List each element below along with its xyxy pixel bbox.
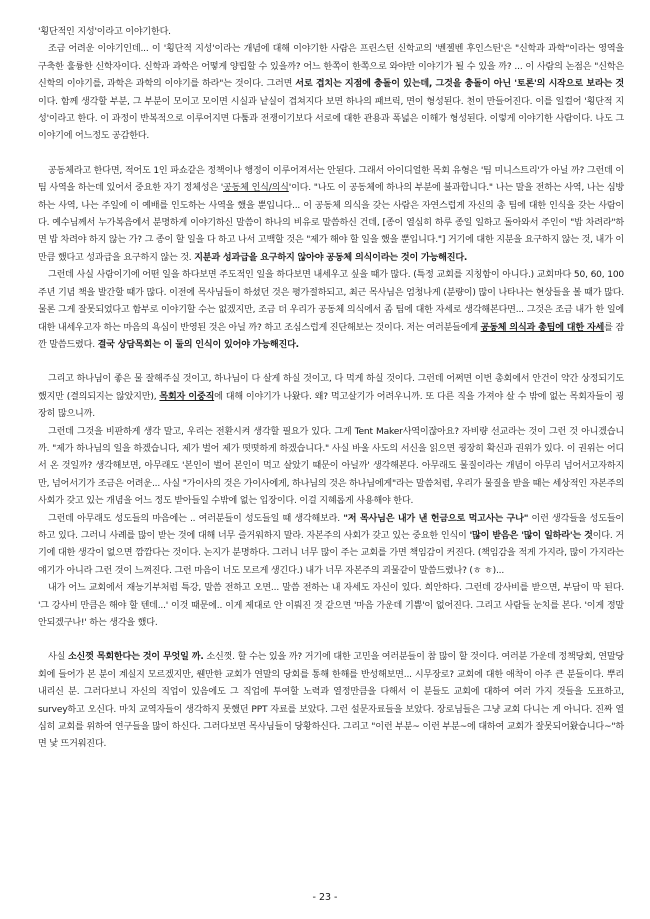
paragraph xyxy=(38,371,624,423)
bold-text: 지분과 성과급을 요구하지 않아야 공동체 의식이라는 것이 가능해진다. xyxy=(194,252,468,263)
bold-text: '많이 받음은 '많이 일하라'는 것 xyxy=(469,530,593,541)
bold-text: 목회자 이중직 xyxy=(159,391,215,402)
paragraph xyxy=(38,649,624,753)
text-run: 그런데 사실 사람이기에 어떤 일을 하다보면 주도적인 일을 하다보면 내세우고 싶을 때가 많다. (특정 교회를 지칭함이 아니다.) 교회마다 50, 60, 100주년 기념 책을 발간할 때가 많다. 이전에 목사님들이 하셨던 것은 평가절하되고, 최근 목사님은 엄청나게 (분량이) 많이 나타나는 현상들을 볼 때가 많다. 물론 그게 잘못되었다고 함부로 이야기할 수는 없겠지만, 조금 더 우리가 공동체 의식에서 좀 팀에 대한 자세로 생각해본다면... 그것은 조금 내가 한 일에 대한 내세우고자 하는 마음의 욕심이 반영된 것은 아닐 까? 하고 조심스럽게 진단해보는 것이다. 저는 여러분들에게 xyxy=(38,270,624,333)
paragraph xyxy=(38,24,624,41)
text-run: 조금 어려운 이야기인데... 이 '횡단적 지성'이라는 개념에 대해 이야기한 사람은 프린스턴 신학교의 '벤젤벤 후인스틴'은 "신학과 과학"이라는 영역을 구축한 훌륭한 신학자이다. 신학과 과학은 어떻게 양립할 수 있을까? 어느 한쪽이 한쪽으로 와야만 이야기가 될 수 있을 까? ... 이 사람의 논점은 "신학은 신학의 이야기를, 과학은 과학의 이야기를 하라"는 것이다. 그러면 xyxy=(38,44,624,90)
paragraph xyxy=(38,163,624,267)
text-run: 내가 어느 교회에서 재능기부처럼 특강, 말씀 전하고 오면... 말씀 전하는 내 자세도 자신이 있다. 희안하다. 그런데 강사비를 받으면, 부담이 막 된다. '그 강사비 만큼은 해야 할 텐데...' 이것 때문에.. 이게 제대로 안 이뤄진 것 같으면 '마음 가운데 기쁨'이 없어진다. 그리고 사람들 눈치를 본다. '이게 정말 안되겠구나!' 하는 생각을 했다. xyxy=(38,583,624,628)
text-run: 이다. 함께 생각할 부분, 그 부분이 모이고 모이면 시실과 낱실이 겹쳐지다 보면 하나의 패브릭, 면이 형성된다. 천이 만들어진다. 이를 일컬어 '횡단적 지성'이라고 한다. 이 과정이 반복적으로 이루어지면 다툼과 전쟁이기보다 서로에 대한 관용과 폭넓은 이해가 형성된다. 이렇게 이야기한 사람이다. 나도 그 이야기에 어느정도 공감한다. xyxy=(38,96,624,142)
text-run: '이다. "나도 이 공동체에 하나의 부분에 불과합니다." 나는 말을 전하는 사역, 나는 심방하는 사역, 나는 주일에 이 예배를 인도하는 사역을 했을 뿐입니다... 이 공동체 의식을 갖는 사람은 자연스럽게 자신의 총 팀에 대한 인식을 갖는 사람이다. 예수님께서 누가복음에서 분명하게 이야기하신 말씀이 하나의 비유로 말씀하신 건데, [종이 열심히 하루 종일 일하고 돌아와서 주인이 "밥 차려라"하면 밥 차려야 하지 않는 가? 그 종이 할 일을 다 하고 나서 고백할 것은 "제가 해야 할 일을 했을 뿐입니다."] 거기에 대한 지분을 요구하지 않는 것, 내가 이만큼 했다고 성과급을 요구하지 않는 것. xyxy=(38,183,625,263)
paragraph xyxy=(38,511,624,581)
bold-text: "저 목사님은 내가 낸 헌금으로 먹고사는 구나" xyxy=(343,513,529,524)
paragraph-gap xyxy=(38,632,624,649)
bold-text: 결국 상담목회는 이 둘의 인식이 있어야 가능해진다. xyxy=(97,339,299,350)
text-run: 그런데 그것을 비판하게 생각 말고, 우리는 전환시켜 생각할 필요가 있다. 그게 Tent Maker사역이잖아요? 자비량 선교라는 것이 그런 것 아니겠습니까. "제가 하나님의 일을 하겠습니다, 제가 벌어 제가 떳떳하게 하겠습니다." 사실 바울 사도의 서신을 읽으면 굉장히 확신과 권위가 있다. 이 권위는 어디서 온 것일까? 생각해보면, 아무래도 '본인이 벌어 본인이 먹고 살았기 때문이 아닐까' 생각해본다. 아무래도 물질이라는 개념이 아무리 넘어서고자하지만, 넘어서기가 조금은 어려운... 사실 "가이사의 것은 가이사에게, 하나님의 것은 하나님에게"라는 말씀처럼, 우리가 물질을 받을 때는 세상적인 자본주의 사회가 갖고 있는 개념을 어느 정도 받아들일 수밖에 없는 입장이다. 이걸 지혜롭게 사용해야 한다. xyxy=(38,426,624,507)
text-run: 공동체라고 한다면, 적어도 1인 파쇼같은 정책이나 행정이 이루어져서는 안된다. 그래서 아이디얼한 목회 유형은 '팀 미니스트리'가 아닐 까? 그런데 이 팀 사역을 하는데 있어서 중요한 자기 정체성은 ' xyxy=(38,165,624,194)
underlined-text: 공동체 인식/의식 xyxy=(223,183,289,194)
paragraph-gap xyxy=(38,354,624,371)
text-run: 소신껏. 할 수는 있을 까? 거기에 대한 고민을 여러분들이 참 많이 할 것이다. 여러분 가운데 정책당회, 연말당회에 들어가 본 분이 계실지 모르겠지만, 웬만한 교회가 연말의 당회를 통해 한해를 반성해보면... 시무장로? 교회에 대한 애착이 아주 큰 분들이다. 뿌리 내리신 분. 그러다보니 자신의 직업이 있음에도 그 직업에 투여할 노력과 열정만큼을 다해서 이 분들도 교회에 대하여 여러 가지 것들을 도표하고, survey하고 오신다. 마치 교역자들이 생각하지 못했던 PPT 자료를 보았다. 그런 설문자료들을 보았다. 장로님들은 그냥 교회 다니는 게 아니다. 진짜 열심히 교회를 위하여 연구들을 많이 하신다. 그러다보면 목사님들이 당황하신다. 그리고 "이런 부분~ 이런 부분~에 대하여 교회가 잘못되어왔습니다~"하면 낯 뜨거워진다. xyxy=(38,652,624,750)
bold-text: 서로 겹치는 지점에 충돌이 있는데, 그것을 충돌이 아닌 '토론'의 시작으로 보라는 것 xyxy=(295,79,624,90)
paragraph xyxy=(38,424,624,511)
page-number: - 23 - xyxy=(312,892,338,903)
text-run: 에 대해 이야기가 나왔다. 왜? 먹고살기가 어려우니까. 또 다른 직을 가져야 살 수 밖에 없는 목회자들이 굉장히 많으니까. xyxy=(38,391,624,420)
text-run: 그런데 아무래도 성도들의 마음에는 .. 여러분들이 성도들일 때 생각해보라. xyxy=(48,513,344,524)
document-body xyxy=(38,24,624,754)
text-run: 이런 생각들을 성도들이 하고 있다. 그러니 사례를 많이 받는 것에 대해 너무 즐거워하지 말라. 자본주의 사회가 갖고 있는 중요한 인식이 xyxy=(38,513,624,541)
paragraph-gap xyxy=(38,146,624,163)
paragraph xyxy=(38,267,624,354)
text-run: 를 잠깐 말씀드렸다. xyxy=(38,322,624,350)
paragraph xyxy=(38,41,624,145)
paragraph xyxy=(38,580,624,632)
text-run: 사실 xyxy=(48,652,68,663)
bold-text: 공동체 의식과 총팀에 대한 자세 xyxy=(480,322,605,333)
text-run: '횡단적인 지성'이라고 이야기한다. xyxy=(38,27,171,37)
text-run: 그리고 하나님이 좋은 물 잘해주실 것이고, 하나님이 다 살게 하실 것이고, 다 먹게 하실 것이다. 그런데 어쩌면 이번 총회에서 안건이 약간 상정되기도 했지만 (결의되지는 않았지만), xyxy=(38,374,624,402)
bold-text: 소신껏 목회한다는 것이 무엇일 까. xyxy=(67,652,204,663)
text-run: 이다. 거기에 대한 생각이 없으면 깜깜다는 것이다. 논지가 분명하다. 그러니 너무 많이 주는 교회를 가면 책임감이 커진다. (책임감을 적게 가지라, 많이 가지라는 얘기가 아니라 그런 것이 느껴진다. 그런 마음이 너도 모르게 생긴다.) 내가 너무 자본주의 괴물같이 말씀드렸나? (ㅎ ㅎ)... xyxy=(38,530,624,576)
